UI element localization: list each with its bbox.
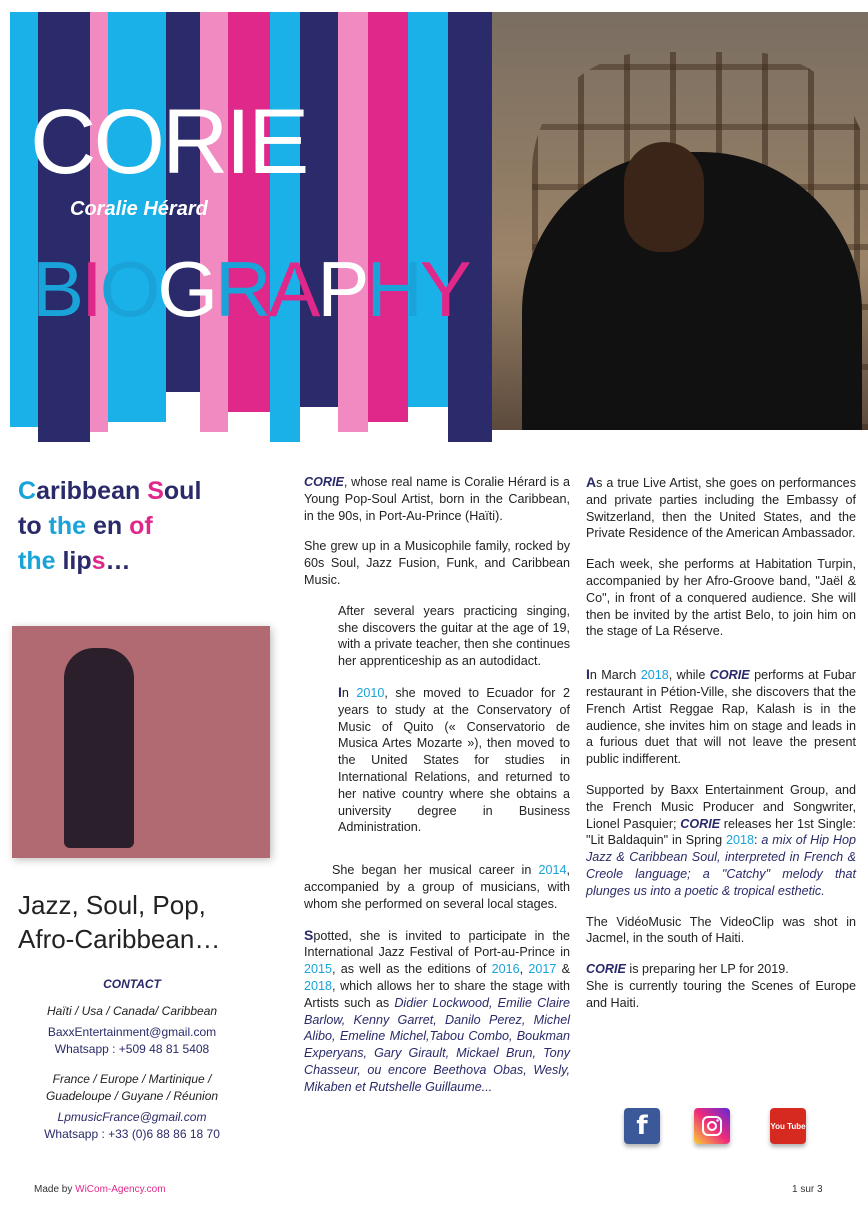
year: 2018 bbox=[725, 833, 755, 848]
drop-cap: I bbox=[586, 666, 590, 683]
bio-paragraph-1 bbox=[304, 474, 570, 524]
biography-letter-1: I bbox=[81, 245, 100, 333]
text: & bbox=[556, 962, 570, 977]
bio-paragraph-6 bbox=[304, 927, 570, 1096]
biography-letter-0: B bbox=[32, 245, 82, 333]
header-banner bbox=[0, 0, 868, 445]
bio-paragraph-3: After several years practicing singing, she discovers the guitar at the age of 19, with a private teacher, then she continues her apprenticeship as an autodidact. bbox=[338, 603, 570, 669]
year: 2014 bbox=[538, 863, 567, 878]
bio-paragraph-10 bbox=[586, 782, 856, 900]
year: 2015 bbox=[304, 962, 333, 977]
facebook-glyph: f bbox=[636, 1111, 648, 1141]
biography-letter-3: G bbox=[157, 245, 216, 333]
bio-paragraph-9 bbox=[586, 666, 856, 768]
text: releases her 1st Single: "Lit Baldaquin" in Spring bbox=[586, 816, 856, 848]
biography-letter-4: R bbox=[215, 245, 269, 333]
tagline-segment: s bbox=[91, 547, 106, 575]
stripe-8 bbox=[300, 12, 338, 407]
drop-cap: S bbox=[304, 926, 314, 943]
contact-region-1: Haïti / Usa / Canada/ Caribbean bbox=[46, 1004, 218, 1018]
tagline bbox=[18, 474, 201, 579]
tagline-segment: lip bbox=[62, 547, 92, 575]
tagline-segment: aribbean bbox=[36, 477, 148, 505]
stripe-7 bbox=[270, 12, 300, 442]
text: : bbox=[754, 833, 762, 848]
tagline-segment: to bbox=[18, 512, 49, 540]
contact-region-2b: Guadeloupe / Guyane / Réunion bbox=[45, 1089, 219, 1103]
artist-name-ref: CORIE bbox=[304, 475, 344, 489]
genres bbox=[18, 888, 220, 956]
stripe-0 bbox=[10, 12, 38, 427]
text: is preparing her LP for 2019. bbox=[625, 962, 789, 977]
tagline-segment: C bbox=[18, 477, 37, 505]
text: , whose real name is Coralie Hérard is a Young Pop-Soul Artist, born in the Caribbean, in the 90s, in Port-Au-Prince (Haïti). bbox=[304, 475, 570, 523]
text: , bbox=[519, 962, 529, 977]
year: 2016 bbox=[491, 962, 520, 977]
biography-title bbox=[32, 245, 469, 333]
footer-credit bbox=[34, 1184, 166, 1195]
artist-name-ref: CORIE bbox=[709, 668, 750, 683]
contact-phone-1: Whatsapp : +509 48 81 5408 bbox=[54, 1042, 210, 1056]
bio-paragraph-11: The VidéoMusic The VideoClip was shot in Jacmel, in the south of Haiti. bbox=[586, 914, 856, 946]
artist-name: Coralie Hérard bbox=[70, 198, 208, 220]
year: 2017 bbox=[528, 962, 557, 977]
page-number: 1 sur 3 bbox=[792, 1184, 823, 1195]
contact-phone-2: Whatsapp : +33 (0)6 88 86 18 70 bbox=[44, 1127, 220, 1141]
text: Made by bbox=[34, 1184, 76, 1195]
agency-link[interactable]: WiCom-Agency.com bbox=[75, 1184, 166, 1195]
contact-email-1[interactable]: BaxxEntertainment@gmail.com bbox=[47, 1025, 217, 1039]
biography-letter-6: P bbox=[317, 245, 367, 333]
bio-paragraph-4 bbox=[338, 684, 570, 836]
artist-name-ref: CORIE bbox=[680, 816, 721, 831]
biography-letter-8: Y bbox=[419, 245, 469, 333]
bio-paragraph-12 bbox=[586, 961, 856, 978]
text: n bbox=[341, 685, 357, 700]
tagline-line-2 bbox=[18, 509, 201, 544]
single-description: a mix of Hip Hop Jazz & Caribbean Soul, interpreted in French & Creole language; a "Catchy" melody that plunges us into a poetic & tropical esthetic. bbox=[586, 833, 857, 898]
drop-cap: I bbox=[338, 683, 342, 700]
genres-line-2: Afro-Caribbean… bbox=[18, 924, 221, 954]
hero-photo bbox=[492, 12, 868, 430]
text: s a true Live Artist, she goes on performances and private parties including the Embassy of Switzerland, then the United States, and the Private Residence of the American Ambassador. bbox=[586, 476, 856, 541]
artist-figure-small bbox=[64, 648, 134, 848]
bio-paragraph-8: Each week, she performs at Habitation Turpin, accompanied by her Afro-Groove band, "Jaël & Co", in front of a conquered audience. She will then be invited by the artist Belo, to join him on the stage of La Réserve. bbox=[586, 557, 856, 639]
drop-cap: A bbox=[586, 474, 597, 490]
tagline-segment: of bbox=[129, 512, 153, 540]
stripe-2 bbox=[90, 12, 108, 432]
stripe-11 bbox=[408, 12, 448, 407]
tagline-segment: oul bbox=[163, 477, 202, 505]
year: 2018 bbox=[304, 978, 333, 993]
facebook-icon[interactable] bbox=[624, 1108, 660, 1144]
tagline-segment: the bbox=[18, 547, 63, 575]
artist-list: Didier Lockwood, Emilie Claire Barlow, Kenny Garret, Danilo Perez, Michel Alibo, Emeline Michel,Tabou Combo, Boukman Experyans, Gary Girault, Mickael Brun, Tony Chasseur, ou encore Beethova Obas, Wesly, Mikaben et Rutshelle Guillaume... bbox=[304, 995, 571, 1094]
bio-paragraph-13: She is currently touring the Scenes of Europe and Haiti. bbox=[586, 978, 856, 1010]
youtube-glyph: You Tube bbox=[770, 1121, 806, 1131]
bio-paragraph-5 bbox=[304, 862, 570, 912]
tagline-segment: the bbox=[48, 512, 93, 540]
stripe-1 bbox=[38, 12, 90, 442]
text: , she moved to Ecuador for 2 years to study at the Conservatory of Music of Quito (« Conservatorio de Musica Artes Mozarte »), then moved to the United States for studies in International Relations, and returned to her native country where she obtains a university degree in Business Administration. bbox=[338, 685, 570, 835]
artist-head bbox=[624, 142, 704, 252]
bio-paragraph-2: She grew up in a Musicophile family, rocked by 60s Soul, Jazz Fusion, Funk, and Caribbean Music. bbox=[304, 539, 570, 587]
contact-heading: CONTACT bbox=[103, 977, 161, 991]
artist-photo bbox=[12, 626, 270, 858]
year: 2010 bbox=[356, 685, 385, 700]
contact-email-2[interactable]: LpmusicFrance@gmail.com bbox=[57, 1110, 207, 1124]
biography-letter-7: H bbox=[366, 245, 420, 333]
stripe-5 bbox=[200, 12, 228, 432]
tagline-segment: S bbox=[147, 477, 164, 505]
stripe-6 bbox=[228, 12, 270, 412]
text: performs at Fubar restaurant in Pétion-Ville, she discovers that the French Artist Reggae Rap, Kalash is in the audience, she invites him on stage and leads in a furious duet that will not leave the present public indifferent. bbox=[586, 668, 856, 767]
genres-line-1: Jazz, Soul, Pop, bbox=[18, 890, 206, 920]
contact-block bbox=[0, 976, 264, 1143]
tagline-segment: en bbox=[93, 512, 130, 540]
stripe-10 bbox=[368, 12, 408, 422]
bio-column-1 bbox=[304, 474, 570, 1110]
tagline-segment: … bbox=[105, 547, 131, 575]
text: She began her musical career in bbox=[332, 863, 539, 878]
stripe-9 bbox=[338, 12, 368, 432]
tagline-line-3 bbox=[18, 544, 201, 579]
stripe-12 bbox=[448, 12, 492, 442]
text: Supported by Baxx Entertainment Group, and the French Music Producer and Songwriter, Lionel Pasquier; bbox=[586, 782, 856, 831]
contact-region-2a: France / Europe / Martinique / bbox=[52, 1072, 212, 1086]
bio-column-2 bbox=[586, 474, 856, 1026]
text: , while bbox=[668, 668, 710, 683]
biography-letter-5: A bbox=[268, 245, 318, 333]
text: n March bbox=[589, 668, 641, 683]
bio-paragraph-7 bbox=[586, 474, 856, 542]
artist-name-ref: CORIE bbox=[586, 962, 626, 977]
biography-letter-2: O bbox=[99, 245, 158, 333]
instagram-icon[interactable] bbox=[694, 1108, 730, 1144]
page-title: CORIE bbox=[30, 91, 307, 193]
text: , as well as the editions of bbox=[332, 962, 492, 977]
text: , accompanied by a group of musicians, with whom she performed on several local stages. bbox=[304, 863, 570, 911]
instagram-glyph bbox=[700, 1114, 724, 1138]
text: potted, she is invited to participate in the International Jazz Festival of Port-au-Prince in bbox=[304, 928, 570, 960]
tagline-line-1 bbox=[18, 474, 201, 509]
youtube-icon[interactable] bbox=[770, 1108, 806, 1144]
year: 2018 bbox=[640, 668, 669, 683]
text: , which allows her to share the stage with Artists such as bbox=[304, 978, 570, 1010]
